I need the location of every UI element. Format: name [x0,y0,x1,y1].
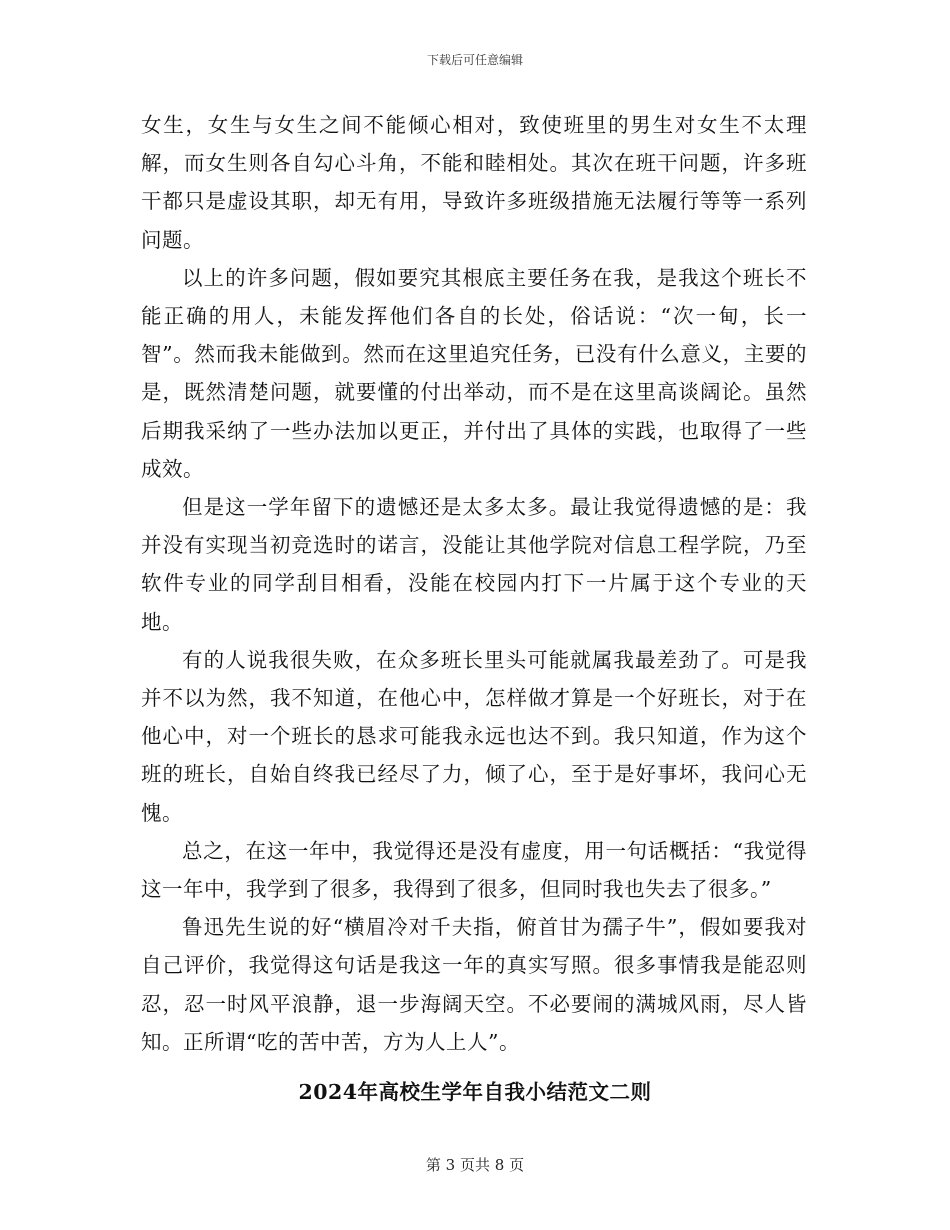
paragraph: 但是这一学年留下的遗憾还是太多太多。最让我觉得遗憾的是：我并没有实现当初竞选时的诺言，没能让其他学院对信息工程学院，乃至软件专业的同学刮目相看，没能在校园内打下一片属于这个专业的天地。 [141,495,807,634]
page-header: 下载后可任意编辑 [426,53,523,67]
paragraph: 总之，在这一年中，我觉得还是没有虚度，用一句话概括：“我觉得这一年中，我学到了很多，我得到了很多，但同时我也失去了很多。” [141,838,807,902]
paragraph: 有的人说我很失败，在众多班长里头可能就属我最差劲了。可是我并不以为然，我不知道，在他心中，怎样做才算是一个好班长，对于在他心中，对一个班长的恳求可能我永远也达不到。我只知道，作为这个班的班长，自始自终我已经尽了力，倾了心，至于是好事坏，我问心无愧。 [141,647,807,825]
page-footer: 第 3 页共 8 页 [425,1156,525,1174]
paragraph-continued: 女生，女生与女生之间不能倾心相对，致使班里的男生对女生不太理解，而女生则各自勾心斗角，不能和睦相处。其次在班干问题，许多班干都只是虚设其职，却无有用，导致许多班级措施无法履行等等一系列问题。 [141,113,807,252]
document-body [141,106,807,1061]
section-title: 2024年高校生学年自我小结范文二则 [298,1080,652,1104]
paragraph: 鲁迅先生说的好“横眉冷对千夫指，俯首甘为孺子牛”，假如要我对自己评价，我觉得这句话是我这一年的真实写照。很多事情我是能忍则忍，忍一时风平浪静，退一步海阔天空。不必要闹的满城风雨，尽人皆知。正所谓“吃的苦中苦，方为人上人”。 [141,915,807,1054]
paragraph: 以上的许多问题，假如要究其根底主要任务在我，是我这个班长不能正确的用人，未能发挥他们各自的长处，俗话说：“次一甸，长一智”。然而我未能做到。然而在这里追究任务，已没有什么意义，主要的是，既然清楚问题，就要懂的付出举动，而不是在这里高谈阔论。虽然后期我采纳了一些办法加以更正，并付出了具体的实践，也取得了一些成效。 [141,265,807,481]
